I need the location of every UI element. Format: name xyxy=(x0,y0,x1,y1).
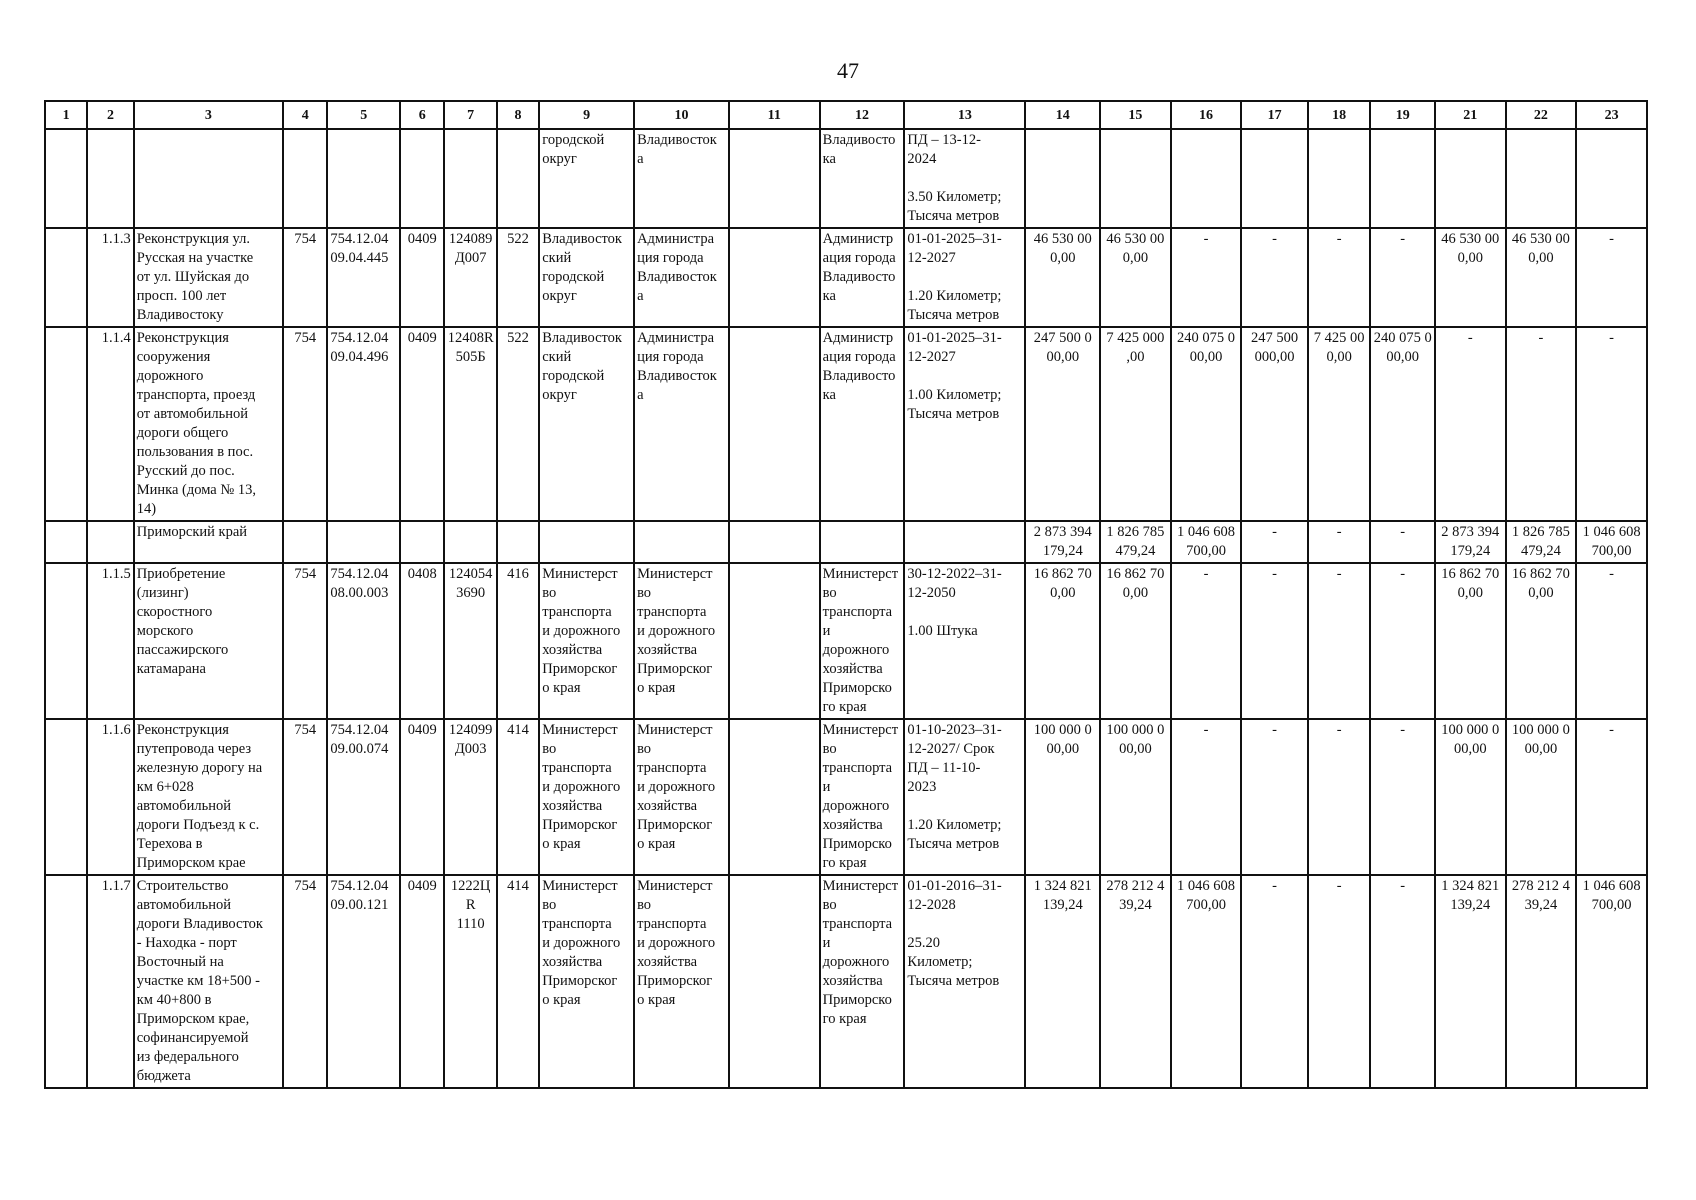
table-cell-col-23: - xyxy=(1576,719,1647,875)
table-cell-col-22: 1 826 785 479,24 xyxy=(1506,521,1577,563)
table-cell-col-23: - xyxy=(1576,228,1647,327)
table-cell-col-7 xyxy=(444,129,496,228)
col-header: 8 xyxy=(497,101,539,129)
table-cell-col-10: Министерст во транспорта и дорожного хозяйства Приморског о края xyxy=(634,875,729,1088)
table-cell-col-11 xyxy=(729,521,820,563)
col-header: 16 xyxy=(1171,101,1242,129)
table-cell-col-13 xyxy=(904,521,1025,563)
table-cell-col-17: - xyxy=(1241,521,1308,563)
table-cell-col-11 xyxy=(729,327,820,521)
table-cell-col-8: 522 xyxy=(497,228,539,327)
table-row xyxy=(45,521,1647,563)
table-cell-col-2: 1.1.5 xyxy=(87,563,133,719)
table-cell-col-11 xyxy=(729,228,820,327)
table-cell-col-12: Министерст во транспорта и дорожного хозяйства Приморско го края xyxy=(820,719,905,875)
table-cell-col-19: 240 075 0 00,00 xyxy=(1370,327,1435,521)
table-cell-col-22: 16 862 70 0,00 xyxy=(1506,563,1577,719)
table-cell-col-16: - xyxy=(1171,563,1242,719)
table-cell-col-16: - xyxy=(1171,228,1242,327)
table-cell-col-13: 01-01-2025–31- 12-2027 1.20 Километр; Тысяча метров xyxy=(904,228,1025,327)
table-cell-col-7: 124054 3690 xyxy=(444,563,496,719)
table-cell-col-15: 16 862 70 0,00 xyxy=(1100,563,1171,719)
table-cell-col-5: 754.12.04 09.00.121 xyxy=(327,875,400,1088)
table-cell-col-2: 1.1.4 xyxy=(87,327,133,521)
table-cell-col-9 xyxy=(539,521,634,563)
table-cell-col-7: 124099 Д003 xyxy=(444,719,496,875)
table-cell-col-2 xyxy=(87,521,133,563)
table-cell-col-7: 124089 Д007 xyxy=(444,228,496,327)
table-cell-col-23: - xyxy=(1576,563,1647,719)
table-cell-col-4: 754 xyxy=(283,228,327,327)
col-header: 5 xyxy=(327,101,400,129)
table-cell-col-2: 1.1.3 xyxy=(87,228,133,327)
table-cell-col-18: - xyxy=(1308,875,1371,1088)
table-cell-col-12 xyxy=(820,521,905,563)
table-cell-col-16: - xyxy=(1171,719,1242,875)
table-cell-col-21: 16 862 70 0,00 xyxy=(1435,563,1506,719)
table-cell-col-19: - xyxy=(1370,719,1435,875)
table-cell-col-5: 754.12.04 09.04.445 xyxy=(327,228,400,327)
table-cell-col-3: Приморский край xyxy=(134,521,283,563)
col-header: 3 xyxy=(134,101,283,129)
table-row xyxy=(45,875,1647,1088)
table-cell-col-7: 12408R 505Б xyxy=(444,327,496,521)
table-cell-col-12: Министерст во транспорта и дорожного хозяйства Приморско го края xyxy=(820,875,905,1088)
table-cell-col-18: - xyxy=(1308,521,1371,563)
table-cell-col-17: 247 500 000,00 xyxy=(1241,327,1308,521)
table-cell-col-4: 754 xyxy=(283,719,327,875)
table-cell-col-14: 16 862 70 0,00 xyxy=(1025,563,1100,719)
table-cell-col-3: Приобретение (лизинг) скоростного морского пассажирского катамарана xyxy=(134,563,283,719)
table-cell-col-6: 0408 xyxy=(400,563,444,719)
table-cell-col-12: Администр ация города Владивосто ка xyxy=(820,228,905,327)
table-cell-col-19: - xyxy=(1370,875,1435,1088)
col-header: 12 xyxy=(820,101,905,129)
table-cell-col-14: 100 000 0 00,00 xyxy=(1025,719,1100,875)
col-header: 2 xyxy=(87,101,133,129)
table-cell-col-14: 2 873 394 179,24 xyxy=(1025,521,1100,563)
table-cell-col-12: Администр ация города Владивосто ка xyxy=(820,327,905,521)
table-cell-col-12: Владивосто ка xyxy=(820,129,905,228)
table-cell-col-15: 278 212 4 39,24 xyxy=(1100,875,1171,1088)
col-header: 1 xyxy=(45,101,87,129)
table-cell-col-6: 0409 xyxy=(400,327,444,521)
table-cell-col-3: Строительство автомобильной дороги Владивосток - Находка - порт Восточный на участке км 18+500 - км 40+800 в Приморском крае, софинансируемой из федерального бюджета xyxy=(134,875,283,1088)
table-cell-col-22: 100 000 0 00,00 xyxy=(1506,719,1577,875)
header-row xyxy=(45,101,1647,129)
table-cell-col-14: 46 530 00 0,00 xyxy=(1025,228,1100,327)
table-row xyxy=(45,563,1647,719)
table-cell-col-10 xyxy=(634,521,729,563)
table-cell-col-17 xyxy=(1241,129,1308,228)
table-cell-col-19: - xyxy=(1370,563,1435,719)
table-row xyxy=(45,228,1647,327)
table-cell-col-19 xyxy=(1370,129,1435,228)
table-cell-col-9: городской округ xyxy=(539,129,634,228)
table-cell-col-13: ПД – 13-12- 2024 3.50 Километр; Тысяча метров xyxy=(904,129,1025,228)
table-cell-col-21: 1 324 821 139,24 xyxy=(1435,875,1506,1088)
table-cell-col-17: - xyxy=(1241,563,1308,719)
table-cell-col-10: Владивосток а xyxy=(634,129,729,228)
table-cell-col-8: 522 xyxy=(497,327,539,521)
page-number: 47 xyxy=(837,58,859,83)
table-cell-col-7 xyxy=(444,521,496,563)
table-cell-col-17: - xyxy=(1241,228,1308,327)
table-cell-col-22: - xyxy=(1506,327,1577,521)
table-cell-col-3: Реконструкция сооружения дорожного транспорта, проезд от автомобильной дороги общего пользования в пос. Русский до пос. Минка (дома № 13, 14) xyxy=(134,327,283,521)
table-cell-col-3: Реконструкция путепровода через железную дорогу на км 6+028 автомобильной дороги Подъезд к с. Терехова в Приморском крае xyxy=(134,719,283,875)
table-cell-col-22: 46 530 00 0,00 xyxy=(1506,228,1577,327)
table-cell-col-18 xyxy=(1308,129,1371,228)
table-cell-col-4 xyxy=(283,129,327,228)
col-header: 22 xyxy=(1506,101,1577,129)
col-header: 9 xyxy=(539,101,634,129)
table-cell-col-10: Администра ция города Владивосток а xyxy=(634,228,729,327)
col-header: 23 xyxy=(1576,101,1647,129)
table-cell-col-5 xyxy=(327,521,400,563)
table-cell-col-14: 1 324 821 139,24 xyxy=(1025,875,1100,1088)
table-cell-col-22 xyxy=(1506,129,1577,228)
table-cell-col-6 xyxy=(400,521,444,563)
col-header: 4 xyxy=(283,101,327,129)
col-header: 6 xyxy=(400,101,444,129)
table-cell-col-1 xyxy=(45,719,87,875)
table-cell-col-17: - xyxy=(1241,875,1308,1088)
table-cell-col-18: - xyxy=(1308,228,1371,327)
table-cell-col-2 xyxy=(87,129,133,228)
table-cell-col-3: Реконструкция ул. Русская на участке от ул. Шуйская до просп. 100 лет Владивостоку xyxy=(134,228,283,327)
table-cell-col-13: 01-10-2023–31- 12-2027/ Срок ПД – 11-10- 2023 1.20 Километр; Тысяча метров xyxy=(904,719,1025,875)
table-cell-col-10: Администра ция города Владивосток а xyxy=(634,327,729,521)
table-cell-col-23: 1 046 608 700,00 xyxy=(1576,521,1647,563)
col-header: 18 xyxy=(1308,101,1371,129)
col-header: 13 xyxy=(904,101,1025,129)
table-cell-col-8 xyxy=(497,521,539,563)
table-cell-col-10: Министерст во транспорта и дорожного хозяйства Приморског о края xyxy=(634,719,729,875)
table-cell-col-1 xyxy=(45,521,87,563)
table-cell-col-21: 100 000 0 00,00 xyxy=(1435,719,1506,875)
table-cell-col-11 xyxy=(729,875,820,1088)
col-header: 19 xyxy=(1370,101,1435,129)
table-cell-col-21: 2 873 394 179,24 xyxy=(1435,521,1506,563)
table-cell-col-8: 416 xyxy=(497,563,539,719)
table-cell-col-9: Владивосток ский городской округ xyxy=(539,228,634,327)
col-header: 11 xyxy=(729,101,820,129)
table-cell-col-13: 01-01-2016–31- 12-2028 25.20 Километр; Тысяча метров xyxy=(904,875,1025,1088)
table-cell-col-5 xyxy=(327,129,400,228)
table-cell-col-13: 01-01-2025–31- 12-2027 1.00 Километр; Тысяча метров xyxy=(904,327,1025,521)
table-cell-col-12: Министерст во транспорта и дорожного хозяйства Приморско го края xyxy=(820,563,905,719)
table-row xyxy=(45,719,1647,875)
table-cell-col-4 xyxy=(283,521,327,563)
table-cell-col-1 xyxy=(45,327,87,521)
table-cell-col-9: Министерст во транспорта и дорожного хозяйства Приморског о края xyxy=(539,875,634,1088)
table-cell-col-4: 754 xyxy=(283,563,327,719)
table-cell-col-16: 1 046 608 700,00 xyxy=(1171,875,1242,1088)
col-header: 15 xyxy=(1100,101,1171,129)
col-header: 10 xyxy=(634,101,729,129)
table-cell-col-1 xyxy=(45,875,87,1088)
table-cell-col-14: 247 500 0 00,00 xyxy=(1025,327,1100,521)
table-cell-col-15: 100 000 0 00,00 xyxy=(1100,719,1171,875)
table-cell-col-11 xyxy=(729,129,820,228)
table-cell-col-21 xyxy=(1435,129,1506,228)
table-cell-col-16: 1 046 608 700,00 xyxy=(1171,521,1242,563)
table-cell-col-15: 1 826 785 479,24 xyxy=(1100,521,1171,563)
table-cell-col-7: 1222ЦR 1110 xyxy=(444,875,496,1088)
table-cell-col-13: 30-12-2022–31- 12-2050 1.00 Штука xyxy=(904,563,1025,719)
table-cell-col-16: 240 075 0 00,00 xyxy=(1171,327,1242,521)
table-cell-col-23: - xyxy=(1576,327,1647,521)
table-cell-col-2: 1.1.7 xyxy=(87,875,133,1088)
table-cell-col-1 xyxy=(45,228,87,327)
table-cell-col-19: - xyxy=(1370,521,1435,563)
table-cell-col-15 xyxy=(1100,129,1171,228)
table-cell-col-15: 7 425 000 ,00 xyxy=(1100,327,1171,521)
table-cell-col-11 xyxy=(729,563,820,719)
table-cell-col-11 xyxy=(729,719,820,875)
table-cell-col-8 xyxy=(497,129,539,228)
table-cell-col-6: 0409 xyxy=(400,228,444,327)
table-cell-col-5: 754.12.04 08.00.003 xyxy=(327,563,400,719)
table-cell-col-9: Министерст во транспорта и дорожного хозяйства Приморског о края xyxy=(539,563,634,719)
budget-table xyxy=(44,100,1648,1089)
table-cell-col-8: 414 xyxy=(497,719,539,875)
table-cell-col-23: 1 046 608 700,00 xyxy=(1576,875,1647,1088)
table-cell-col-16 xyxy=(1171,129,1242,228)
table-cell-col-4: 754 xyxy=(283,875,327,1088)
table-cell-col-21: - xyxy=(1435,327,1506,521)
table-cell-col-21: 46 530 00 0,00 xyxy=(1435,228,1506,327)
table-cell-col-9: Министерст во транспорта и дорожного хозяйства Приморског о края xyxy=(539,719,634,875)
table-cell-col-18: - xyxy=(1308,563,1371,719)
col-header: 7 xyxy=(444,101,496,129)
table-cell-col-23 xyxy=(1576,129,1647,228)
table-cell-col-1 xyxy=(45,563,87,719)
col-header: 14 xyxy=(1025,101,1100,129)
table-cell-col-8: 414 xyxy=(497,875,539,1088)
table-cell-col-4: 754 xyxy=(283,327,327,521)
table-row xyxy=(45,327,1647,521)
table-cell-col-6 xyxy=(400,129,444,228)
col-header: 21 xyxy=(1435,101,1506,129)
table-cell-col-19: - xyxy=(1370,228,1435,327)
table-cell-col-6: 0409 xyxy=(400,875,444,1088)
table-cell-col-2: 1.1.6 xyxy=(87,719,133,875)
col-header: 17 xyxy=(1241,101,1308,129)
table-cell-col-15: 46 530 00 0,00 xyxy=(1100,228,1171,327)
table-cell-col-18: 7 425 00 0,00 xyxy=(1308,327,1371,521)
table-cell-col-5: 754.12.04 09.00.074 xyxy=(327,719,400,875)
table-cell-col-1 xyxy=(45,129,87,228)
table-cell-col-22: 278 212 4 39,24 xyxy=(1506,875,1577,1088)
table-cell-col-10: Министерст во транспорта и дорожного хозяйства Приморског о края xyxy=(634,563,729,719)
table-cell-col-18: - xyxy=(1308,719,1371,875)
table-cell-col-14 xyxy=(1025,129,1100,228)
table-row xyxy=(45,129,1647,228)
table-cell-col-17: - xyxy=(1241,719,1308,875)
table-cell-col-3 xyxy=(134,129,283,228)
table-cell-col-6: 0409 xyxy=(400,719,444,875)
table-cell-col-9: Владивосток ский городской округ xyxy=(539,327,634,521)
table-cell-col-5: 754.12.04 09.04.496 xyxy=(327,327,400,521)
